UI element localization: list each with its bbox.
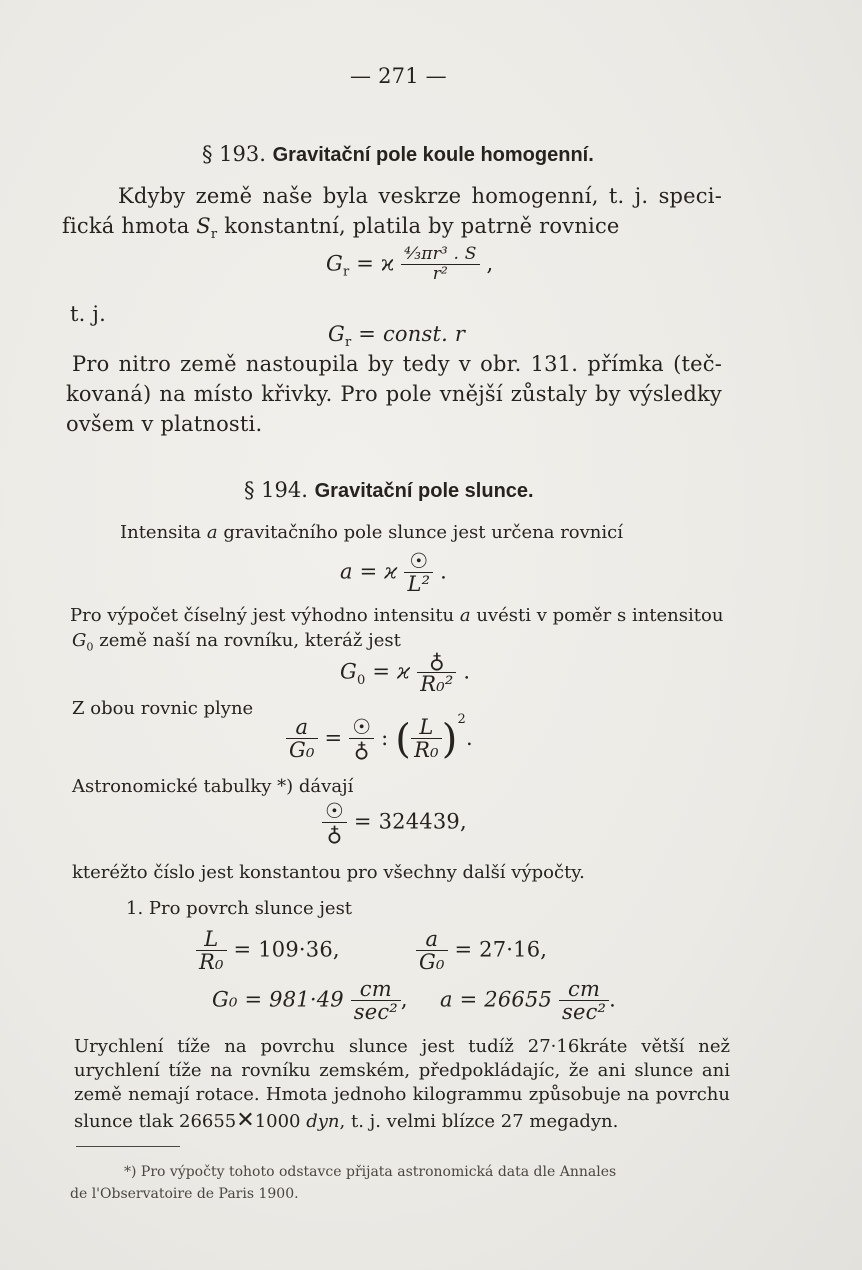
- text-run: gravitačního pole slunce jest určena rovnicí: [217, 522, 623, 543]
- paragraph-line: [74, 1108, 618, 1133]
- equation-rhs: = 324439,: [353, 809, 467, 834]
- denominator: R₀²: [420, 672, 454, 697]
- equation-ratio: [286, 712, 473, 763]
- punctuation: .: [609, 987, 617, 1012]
- paragraph-line: [120, 522, 623, 543]
- section-number: § 194.: [244, 478, 308, 502]
- times-sign: ✕: [236, 1108, 255, 1133]
- paragraph-line: Astronomické tabulky *) dávají: [72, 776, 354, 797]
- denominator: L²: [407, 572, 431, 597]
- subscript: 0: [86, 640, 94, 654]
- text-run: země naší na rovníku, kteráž jest: [93, 630, 401, 651]
- earth-symbol: ♁: [326, 822, 343, 847]
- exponent: 2: [457, 712, 467, 727]
- numerator: a: [286, 716, 318, 739]
- punctuation: ,: [486, 251, 494, 276]
- numerator: a: [416, 928, 448, 951]
- numerator: ⁴⁄₃πr³ . S: [401, 246, 479, 265]
- text-run: uvésti v poměr s intensitou: [470, 605, 724, 626]
- right-paren: ): [441, 716, 458, 763]
- section-title: Gravitační pole slunce.: [314, 480, 534, 502]
- denominator: sec²: [353, 1000, 398, 1025]
- subscript: r: [210, 227, 218, 243]
- subscript: r: [344, 335, 352, 351]
- earth-symbol: ♁: [353, 738, 370, 763]
- equation-gr: [326, 246, 493, 284]
- numerator: cm: [559, 978, 609, 1001]
- punctuation: ,: [400, 987, 408, 1012]
- equals-sign: =: [324, 726, 343, 750]
- paragraph-line: země nemají rotace. Hmota jednoho kilogrammu způsobuje na povrchu: [74, 1084, 730, 1105]
- text-run: Pro výpočet číselný jest výhodno intensitu: [70, 605, 460, 626]
- denominator: sec²: [561, 1000, 607, 1025]
- equation-a-g0: [416, 928, 547, 974]
- section-194-heading: [244, 478, 534, 503]
- equals-sign: = ϰ: [372, 659, 411, 684]
- paragraph-line: [62, 214, 620, 242]
- text-run: Intensita: [120, 522, 207, 543]
- equation-lhs: G₀ = 981·49: [212, 987, 344, 1012]
- numerator: L: [411, 716, 442, 739]
- fraction: [286, 716, 318, 762]
- equation-lhs: a = 26655: [440, 987, 553, 1012]
- math-symbol: G: [326, 251, 343, 276]
- math-symbol: G: [340, 659, 357, 684]
- paragraph-line: kovaná) na místo křivky. Pro pole vnější zůstaly by výsledky: [66, 382, 722, 406]
- left-paren: (: [395, 716, 412, 763]
- equation-l-r0: [196, 928, 340, 974]
- fraction: [349, 716, 374, 762]
- sun-symbol: ☉: [322, 800, 347, 823]
- paragraph-line: Pro nitro země nastoupila by tedy v obr. 131. přímka (teč-: [72, 352, 722, 376]
- section-193-heading: [202, 142, 594, 167]
- equation-rhs: = const. r: [358, 322, 466, 346]
- colon: :: [381, 726, 389, 750]
- subscript: 0: [356, 672, 366, 688]
- fraction: [196, 928, 227, 974]
- math-symbol: G: [72, 630, 87, 651]
- page-number: — 271 —: [350, 64, 447, 88]
- denominator: r²: [432, 263, 449, 284]
- footnote-line: de l'Observatoire de Paris 1900.: [70, 1186, 299, 1202]
- punctuation: .: [440, 559, 447, 584]
- section-number: § 193.: [202, 142, 266, 166]
- paragraph-line: Z obou rovnic plyne: [72, 698, 254, 719]
- denominator: G₀: [419, 950, 445, 975]
- tj-label: t. j.: [70, 302, 106, 326]
- fraction: [559, 978, 609, 1024]
- equation-a: [340, 550, 447, 596]
- denominator: R₀: [414, 738, 439, 763]
- text-run: , t. j. velmi blízce 27 megadyn.: [339, 1111, 619, 1132]
- denominator: R₀: [199, 950, 224, 975]
- paragraph-line: Kdyby země naše byla veskrze homogenní, t. j. speci-: [118, 184, 722, 208]
- text-run: 1000: [254, 1111, 307, 1132]
- denominator: G₀: [289, 738, 315, 763]
- text-run: fická hmota: [62, 214, 197, 238]
- equation-g0-value: [212, 978, 408, 1024]
- fraction: [417, 650, 456, 696]
- paragraph-line: kteréžto číslo jest konstantou pro všechny další výpočty.: [72, 862, 585, 883]
- unit: dyn: [306, 1111, 340, 1132]
- numerator: L: [196, 928, 227, 951]
- numerator: cm: [351, 978, 401, 1001]
- equation-const: [328, 322, 465, 350]
- paragraph-line: Urychlení tíže na povrchu slunce jest tudíž 27·16kráte větší než: [74, 1036, 730, 1057]
- text-run: slunce tlak 26655: [74, 1111, 237, 1132]
- fraction: [411, 716, 442, 762]
- footnote-rule: [76, 1146, 180, 1147]
- subscript: r: [342, 264, 350, 280]
- fraction: [322, 800, 347, 846]
- punctuation: .: [466, 726, 473, 750]
- paragraph-line: urychlení tíže na rovníku zemském, předpokládajíc, že ani slunce ani: [74, 1060, 730, 1081]
- footnote-line: *) Pro výpočty tohoto odstavce přijata astronomická data dle Annales: [124, 1164, 617, 1180]
- equals-sign: = ϰ: [356, 251, 395, 276]
- equation-rhs: = 109·36,: [233, 937, 340, 962]
- paragraph-line: [70, 605, 722, 626]
- text-run: konstantní, platila by patrně rovnice: [217, 214, 620, 238]
- fraction: [404, 550, 433, 596]
- fraction: [401, 246, 479, 284]
- math-symbol: S: [196, 214, 211, 238]
- equation-constant: [322, 800, 467, 846]
- math-symbol: a: [459, 605, 471, 626]
- paragraph-line: ovšem v platnosti.: [66, 412, 263, 436]
- equation-g0: [340, 650, 470, 696]
- list-item: 1. Pro povrch slunce jest: [126, 898, 353, 919]
- section-title: Gravitační pole koule homogenní.: [272, 144, 594, 166]
- punctuation: .: [463, 659, 471, 684]
- sun-symbol: ☉: [404, 550, 433, 573]
- earth-symbol: ♁: [417, 650, 456, 673]
- equation-a-value: [440, 978, 616, 1024]
- equation-lhs: a = ϰ: [340, 559, 398, 584]
- fraction: [416, 928, 448, 974]
- equation-rhs: = 27·16,: [454, 937, 548, 962]
- sun-symbol: ☉: [349, 716, 374, 739]
- math-symbol: a: [206, 522, 218, 543]
- fraction: [351, 978, 401, 1024]
- math-symbol: G: [328, 322, 345, 346]
